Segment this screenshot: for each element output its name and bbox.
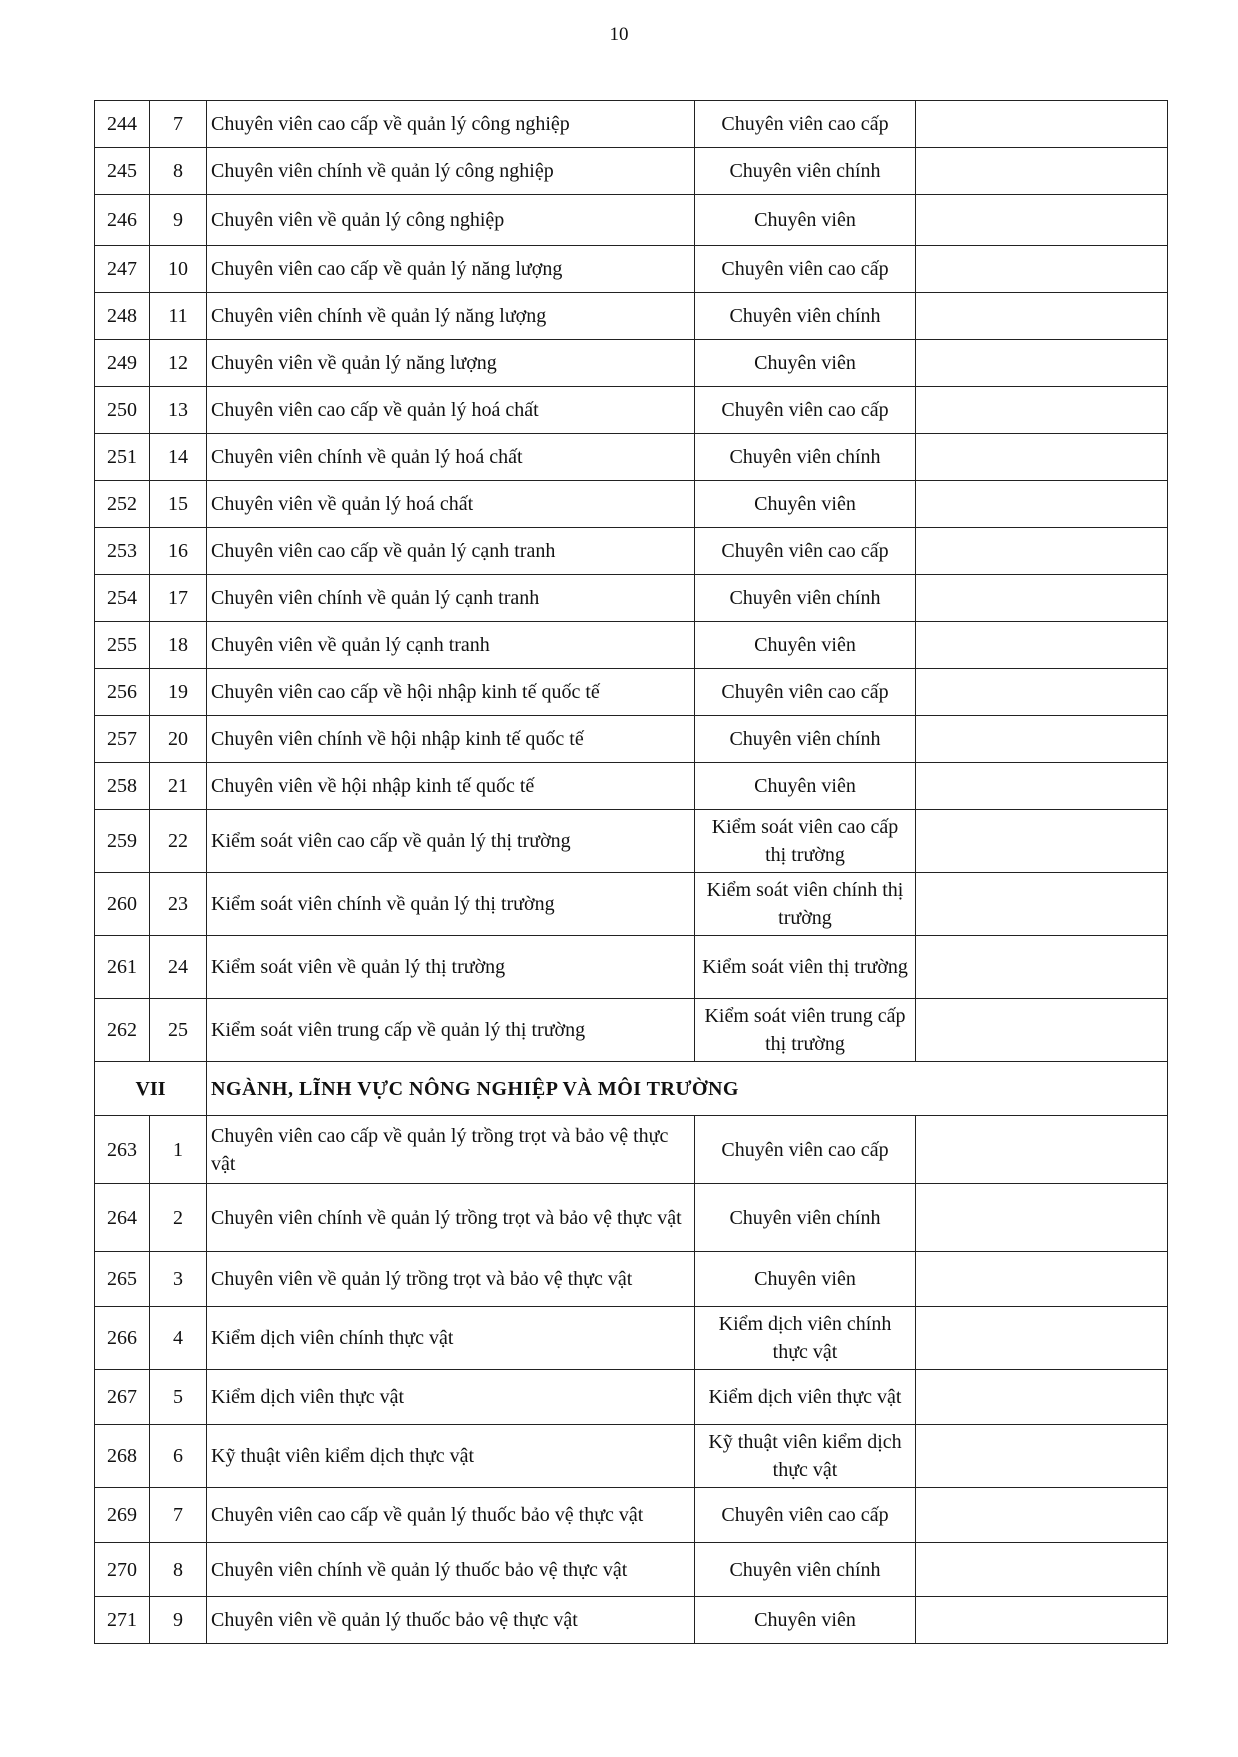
sub-index-cell: 16: [150, 528, 207, 575]
table-row: [95, 873, 1168, 936]
empty-cell: [916, 1307, 1168, 1370]
rank-cell: Kiểm soát viên trung cấp thị trường: [695, 999, 916, 1062]
rank-cell: Chuyên viên chính: [695, 1184, 916, 1252]
rank-cell: Chuyên viên chính: [695, 293, 916, 340]
table-row: [95, 148, 1168, 195]
sub-index-cell: 20: [150, 716, 207, 763]
rank-cell: Kiểm soát viên chính thị trường: [695, 873, 916, 936]
table-row: [95, 999, 1168, 1062]
stt-cell: 247: [95, 246, 150, 293]
empty-cell: [916, 246, 1168, 293]
rank-cell: Chuyên viên cao cấp: [695, 1116, 916, 1184]
rank-cell: Chuyên viên: [695, 340, 916, 387]
sub-index-cell: 10: [150, 246, 207, 293]
rank-cell: Chuyên viên cao cấp: [695, 246, 916, 293]
stt-cell: 258: [95, 763, 150, 810]
table-row: [95, 1116, 1168, 1184]
position-name-cell: Chuyên viên về hội nhập kinh tế quốc tế: [207, 763, 695, 810]
empty-cell: [916, 340, 1168, 387]
table-row: [95, 936, 1168, 999]
empty-cell: [916, 528, 1168, 575]
empty-cell: [916, 1184, 1168, 1252]
sub-index-cell: 12: [150, 340, 207, 387]
table-row: [95, 1307, 1168, 1370]
table-row: [95, 340, 1168, 387]
table-row: [95, 669, 1168, 716]
sub-index-cell: 22: [150, 810, 207, 873]
sub-index-cell: 11: [150, 293, 207, 340]
rank-cell: Chuyên viên: [695, 481, 916, 528]
stt-cell: 264: [95, 1184, 150, 1252]
empty-cell: [916, 1597, 1168, 1644]
sub-index-cell: 2: [150, 1184, 207, 1252]
empty-cell: [916, 1543, 1168, 1597]
stt-cell: 248: [95, 293, 150, 340]
stt-cell: 257: [95, 716, 150, 763]
empty-cell: [916, 936, 1168, 999]
position-name-cell: Chuyên viên cao cấp về hội nhập kinh tế quốc tế: [207, 669, 695, 716]
empty-cell: [916, 195, 1168, 246]
stt-cell: 269: [95, 1488, 150, 1543]
sub-index-cell: 8: [150, 148, 207, 195]
stt-cell: 244: [95, 101, 150, 148]
empty-cell: [916, 716, 1168, 763]
rank-cell: Kiểm dịch viên chính thực vật: [695, 1307, 916, 1370]
section-numeral: VII: [95, 1062, 207, 1116]
table-row: [95, 575, 1168, 622]
stt-cell: 250: [95, 387, 150, 434]
stt-cell: 263: [95, 1116, 150, 1184]
position-name-cell: Chuyên viên chính về quản lý hoá chất: [207, 434, 695, 481]
sub-index-cell: 14: [150, 434, 207, 481]
rank-cell: Chuyên viên chính: [695, 575, 916, 622]
section-title: NGÀNH, LĨNH VỰC NÔNG NGHIỆP VÀ MÔI TRƯỜNG: [207, 1062, 1168, 1116]
position-name-cell: Chuyên viên chính về quản lý công nghiệp: [207, 148, 695, 195]
table-row: [95, 1597, 1168, 1644]
table-row: [95, 1184, 1168, 1252]
position-name-cell: Kỹ thuật viên kiểm dịch thực vật: [207, 1425, 695, 1488]
sub-index-cell: 9: [150, 1597, 207, 1644]
table-row: [95, 810, 1168, 873]
empty-cell: [916, 148, 1168, 195]
position-name-cell: Kiểm dịch viên chính thực vật: [207, 1307, 695, 1370]
table-row: [95, 1543, 1168, 1597]
rank-cell: Chuyên viên: [695, 1597, 916, 1644]
stt-cell: 266: [95, 1307, 150, 1370]
sub-index-cell: 5: [150, 1370, 207, 1425]
stt-cell: 249: [95, 340, 150, 387]
empty-cell: [916, 622, 1168, 669]
stt-cell: 245: [95, 148, 150, 195]
stt-cell: 256: [95, 669, 150, 716]
stt-cell: 260: [95, 873, 150, 936]
stt-cell: 252: [95, 481, 150, 528]
empty-cell: [916, 873, 1168, 936]
position-name-cell: Chuyên viên về quản lý công nghiệp: [207, 195, 695, 246]
table-row: [95, 1252, 1168, 1307]
table-row: [95, 434, 1168, 481]
stt-cell: 267: [95, 1370, 150, 1425]
position-name-cell: Kiểm soát viên về quản lý thị trường: [207, 936, 695, 999]
position-name-cell: Chuyên viên về quản lý năng lượng: [207, 340, 695, 387]
sub-index-cell: 24: [150, 936, 207, 999]
stt-cell: 251: [95, 434, 150, 481]
rank-cell: Chuyên viên cao cấp: [695, 387, 916, 434]
rank-cell: Chuyên viên: [695, 1252, 916, 1307]
stt-cell: 246: [95, 195, 150, 246]
rank-cell: Chuyên viên chính: [695, 434, 916, 481]
table-row: [95, 1425, 1168, 1488]
rank-cell: Kiểm dịch viên thực vật: [695, 1370, 916, 1425]
position-name-cell: Chuyên viên cao cấp về quản lý năng lượng: [207, 246, 695, 293]
empty-cell: [916, 810, 1168, 873]
table-row: [95, 622, 1168, 669]
sub-index-cell: 15: [150, 481, 207, 528]
sub-index-cell: 6: [150, 1425, 207, 1488]
empty-cell: [916, 293, 1168, 340]
rank-cell: Chuyên viên cao cấp: [695, 101, 916, 148]
empty-cell: [916, 669, 1168, 716]
position-name-cell: Kiểm soát viên chính về quản lý thị trường: [207, 873, 695, 936]
sub-index-cell: 13: [150, 387, 207, 434]
empty-cell: [916, 1116, 1168, 1184]
stt-cell: 271: [95, 1597, 150, 1644]
table-row: [95, 716, 1168, 763]
sub-index-cell: 8: [150, 1543, 207, 1597]
sub-index-cell: 19: [150, 669, 207, 716]
stt-cell: 265: [95, 1252, 150, 1307]
table-row: [95, 763, 1168, 810]
rank-cell: Chuyên viên chính: [695, 1543, 916, 1597]
empty-cell: [916, 434, 1168, 481]
empty-cell: [916, 575, 1168, 622]
table-row: [95, 528, 1168, 575]
position-name-cell: Chuyên viên chính về quản lý năng lượng: [207, 293, 695, 340]
stt-cell: 261: [95, 936, 150, 999]
empty-cell: [916, 481, 1168, 528]
empty-cell: [916, 101, 1168, 148]
sub-index-cell: 18: [150, 622, 207, 669]
rank-cell: Kiểm soát viên thị trường: [695, 936, 916, 999]
sub-index-cell: 17: [150, 575, 207, 622]
position-name-cell: Chuyên viên về quản lý hoá chất: [207, 481, 695, 528]
sub-index-cell: 25: [150, 999, 207, 1062]
table-row: [95, 195, 1168, 246]
table-row: [95, 481, 1168, 528]
table-row: [95, 293, 1168, 340]
rank-cell: Kỹ thuật viên kiểm dịch thực vật: [695, 1425, 916, 1488]
empty-cell: [916, 1425, 1168, 1488]
rank-cell: Chuyên viên chính: [695, 716, 916, 763]
position-name-cell: Kiểm dịch viên thực vật: [207, 1370, 695, 1425]
empty-cell: [916, 387, 1168, 434]
stt-cell: 270: [95, 1543, 150, 1597]
empty-cell: [916, 763, 1168, 810]
section-header-row: [95, 1062, 1168, 1116]
page-number: 10: [609, 24, 629, 45]
position-name-cell: Chuyên viên cao cấp về quản lý trồng trọt và bảo vệ thực vật: [207, 1116, 695, 1184]
position-name-cell: Chuyên viên cao cấp về quản lý hoá chất: [207, 387, 695, 434]
position-name-cell: Kiểm soát viên cao cấp về quản lý thị trường: [207, 810, 695, 873]
empty-cell: [916, 1370, 1168, 1425]
position-name-cell: Chuyên viên cao cấp về quản lý công nghiệp: [207, 101, 695, 148]
rank-cell: Chuyên viên: [695, 195, 916, 246]
stt-cell: 262: [95, 999, 150, 1062]
rank-cell: Chuyên viên chính: [695, 148, 916, 195]
sub-index-cell: 23: [150, 873, 207, 936]
position-name-cell: Chuyên viên về quản lý cạnh tranh: [207, 622, 695, 669]
table-row: [95, 101, 1168, 148]
sub-index-cell: 21: [150, 763, 207, 810]
stt-cell: 255: [95, 622, 150, 669]
sub-index-cell: 3: [150, 1252, 207, 1307]
position-name-cell: Chuyên viên về quản lý thuốc bảo vệ thực vật: [207, 1597, 695, 1644]
empty-cell: [916, 1252, 1168, 1307]
sub-index-cell: 1: [150, 1116, 207, 1184]
position-name-cell: Chuyên viên chính về quản lý cạnh tranh: [207, 575, 695, 622]
rank-cell: Chuyên viên: [695, 763, 916, 810]
sub-index-cell: 4: [150, 1307, 207, 1370]
table-row: [95, 1370, 1168, 1425]
position-name-cell: Chuyên viên về quản lý trồng trọt và bảo vệ thực vật: [207, 1252, 695, 1307]
rank-cell: Chuyên viên: [695, 622, 916, 669]
position-name-cell: Chuyên viên chính về quản lý trồng trọt và bảo vệ thực vật: [207, 1184, 695, 1252]
sub-index-cell: 7: [150, 1488, 207, 1543]
stt-cell: 268: [95, 1425, 150, 1488]
stt-cell: 254: [95, 575, 150, 622]
position-name-cell: Chuyên viên cao cấp về quản lý cạnh tranh: [207, 528, 695, 575]
table-row: [95, 1488, 1168, 1543]
sub-index-cell: 7: [150, 101, 207, 148]
rank-cell: Kiểm soát viên cao cấp thị trường: [695, 810, 916, 873]
stt-cell: 259: [95, 810, 150, 873]
stt-cell: 253: [95, 528, 150, 575]
empty-cell: [916, 999, 1168, 1062]
table-row: [95, 387, 1168, 434]
rank-cell: Chuyên viên cao cấp: [695, 528, 916, 575]
job-position-table: [94, 100, 1168, 1644]
table-row: [95, 246, 1168, 293]
empty-cell: [916, 1488, 1168, 1543]
position-name-cell: Chuyên viên chính về hội nhập kinh tế quốc tế: [207, 716, 695, 763]
rank-cell: Chuyên viên cao cấp: [695, 669, 916, 716]
position-name-cell: Chuyên viên chính về quản lý thuốc bảo vệ thực vật: [207, 1543, 695, 1597]
position-name-cell: Kiểm soát viên trung cấp về quản lý thị trường: [207, 999, 695, 1062]
rank-cell: Chuyên viên cao cấp: [695, 1488, 916, 1543]
position-name-cell: Chuyên viên cao cấp về quản lý thuốc bảo vệ thực vật: [207, 1488, 695, 1543]
sub-index-cell: 9: [150, 195, 207, 246]
